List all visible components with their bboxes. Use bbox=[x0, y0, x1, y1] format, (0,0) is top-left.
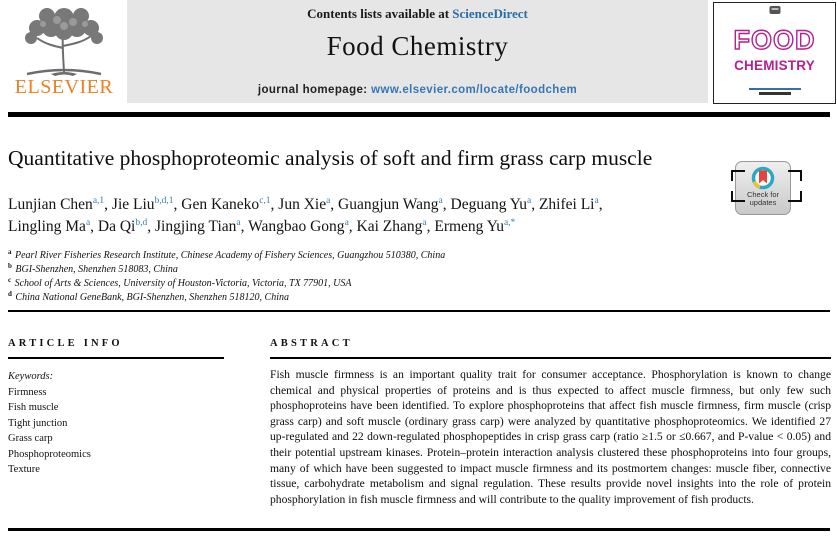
contents-line bbox=[127, 6, 708, 22]
page-bottom-rule bbox=[8, 528, 830, 531]
homepage-line bbox=[127, 84, 708, 96]
author-superscript: a bbox=[422, 217, 427, 228]
abstract-rule bbox=[270, 357, 831, 359]
author-superscript: b,d,1 bbox=[154, 195, 174, 206]
keyword: Firmness bbox=[8, 386, 47, 398]
author: Zhifei Li$^a$ bbox=[538, 195, 599, 213]
cover-footer-logo bbox=[759, 92, 791, 95]
author-superscript: a bbox=[527, 195, 532, 206]
abstract-section bbox=[270, 338, 831, 507]
author-superscript: a bbox=[236, 217, 241, 228]
sciencedirect-link[interactable]: ScienceDirect bbox=[452, 6, 528, 21]
journal-banner bbox=[127, 0, 708, 103]
homepage-url-link[interactable]: www.elsevier.com/locate/foodchem bbox=[371, 84, 578, 96]
affiliation-superscript: b bbox=[8, 261, 12, 270]
keywords-label: Keywords: bbox=[8, 371, 54, 382]
author: Deguang Yu$^a$ bbox=[450, 195, 532, 213]
badge-label-line1: Check for bbox=[746, 190, 780, 199]
cover-title-chemistry: CHEMISTRY bbox=[734, 58, 815, 73]
journal-cover-thumbnail[interactable] bbox=[713, 2, 836, 104]
author: Da Qi$^{b,d}$ bbox=[97, 217, 148, 235]
article-info-rule bbox=[8, 357, 224, 359]
keyword: Tight junction bbox=[8, 417, 68, 429]
contents-prefix: Contents lists available at bbox=[307, 6, 453, 21]
keyword: Grass carp bbox=[8, 433, 53, 444]
article-info-heading: ARTICLE INFO bbox=[8, 338, 123, 349]
abstract-text: Fish muscle firmness is an important quality trait for consumer acceptance. Phosphorylation is known to change chemical and physical properties of proteins and is thus expected to affect muscle firmness, but only few such phosphoproteins have been identified. To explore phosphoproteins that affect fish muscle firmness, firm muscle (crisp grass carp) and soft muscle (ordinary grass carp) were analyzed by quantitative phosphoproteomics. We identified 27 up-regulated and 22 down-regulated phosphopeptides in crisp grass carp (ratio ≥1.5 or ≤0.667, and P-value < 0.05) and their potential upstream kinases. Protein–protein interaction analysis clustered these phosphoproteins into four groups, many of which have been suggested to impact muscle firmness and its postmortem changes: muscle fiber, connective tissue, carbohydrate metabolism and signal regulation. These results provide novel insights into the role of protein phosphorylation in fish muscle firmness and will contribute to the quality improvement of fish products. bbox=[270, 368, 831, 506]
author: Ermeng $Yu^{a,*}$ bbox=[434, 217, 516, 235]
affiliation-superscript: a bbox=[8, 247, 12, 256]
cover-title-food: FOOD bbox=[733, 25, 816, 55]
affiliation-superscript: c bbox=[8, 275, 12, 284]
author: Lingling Ma$^a$ bbox=[8, 217, 91, 235]
affiliation-superscript: d bbox=[8, 289, 12, 298]
author-superscript: a bbox=[326, 195, 331, 206]
author-list: Lunjian Chen$^{a,1}$, Jie Liu$^{b,d,1}$, Gen Kaneko$^{c,1}$, Jun Xie$^a$, Guangjun Wang$^a$, Deguang Yu$^a$, Zhifei Li$^a$, Lingling Ma$^a$, Da Qi$^{b,d}$, Jingjing Tian$^a$, Wangbao Gong$^a$, Kai Zhang$^a$, Ermeng $Yu^{a,*}$ bbox=[8, 195, 603, 235]
author: Gen Kaneko$^{c,1}$ bbox=[181, 195, 271, 213]
author: Guangjun Wang$^a$ bbox=[338, 195, 443, 213]
journal-title: Food Chemistry bbox=[326, 31, 509, 61]
author-superscript: b,d bbox=[135, 217, 148, 228]
abstract-heading: ABSTRACT bbox=[270, 338, 353, 349]
author: Lunjian Chen$^{a,1}$ bbox=[8, 195, 105, 213]
author-superscript: a,* bbox=[503, 217, 516, 228]
section-divider-rule bbox=[8, 310, 830, 312]
affiliation: $^a$ Pearl River Fisheries Research Institute, Chinese Academy of Fishery Sciences, Guangzhou 510380, China bbox=[8, 247, 446, 261]
affiliation: $^d$ China National GeneBank, BGI-Shenzhen, Shenzhen 518120, China bbox=[8, 289, 289, 303]
affiliation: $^c$ School of Arts & Sciences, University of Houston-Victoria, Victoria, TX 77901, USA bbox=[8, 275, 352, 289]
elsevier-tree-icon bbox=[8, 4, 120, 78]
badge-label-line2: updates bbox=[749, 198, 777, 207]
cover-footer-line bbox=[749, 88, 801, 90]
crossmark-icon bbox=[750, 165, 776, 191]
author-superscript: a,1 bbox=[92, 195, 105, 206]
author: Kai Zhang$^a$ bbox=[356, 217, 427, 235]
author: Jingjing Tian$^a$ bbox=[154, 217, 241, 235]
cover-emblem-icon bbox=[769, 6, 780, 14]
keyword: Fish muscle bbox=[8, 402, 59, 413]
author-superscript: a bbox=[85, 217, 91, 228]
author: Jun Xie$^a$ bbox=[278, 195, 331, 213]
author-superscript: a bbox=[594, 195, 599, 206]
author-superscript: a bbox=[344, 217, 349, 228]
keyword-list bbox=[8, 385, 224, 478]
author-superscript: c,1 bbox=[259, 195, 271, 206]
author: Wangbao Gong$^a$ bbox=[248, 217, 349, 235]
elsevier-logo[interactable] bbox=[8, 4, 120, 104]
homepage-label: journal homepage: bbox=[257, 84, 372, 96]
affiliation: $^b$ BGI-Shenzhen, Shenzhen 518083, China bbox=[8, 261, 178, 275]
header-divider-bar bbox=[8, 112, 830, 117]
keyword: Texture bbox=[8, 464, 40, 475]
article-title: Quantitative phosphoproteomic analysis of soft and firm grass carp muscle bbox=[8, 146, 653, 170]
elsevier-wordmark: ELSEVIER bbox=[14, 76, 114, 98]
affiliation-list bbox=[8, 249, 445, 305]
author: Jie Liu$^{b,d,1}$ bbox=[111, 195, 174, 213]
author-superscript: a bbox=[438, 195, 443, 206]
article-info-section bbox=[8, 338, 224, 478]
keyword: Phosphoproteomics bbox=[8, 448, 91, 460]
